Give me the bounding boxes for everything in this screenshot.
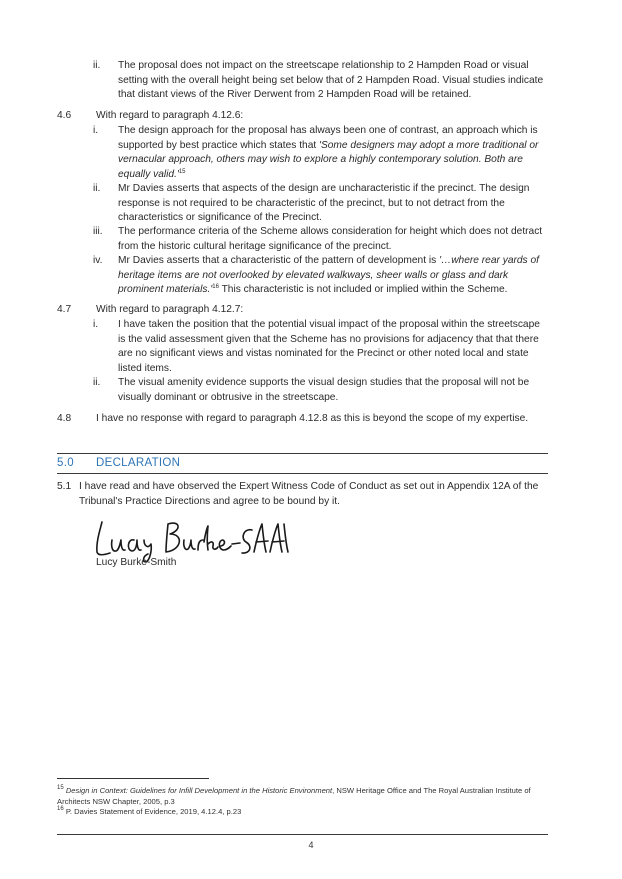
signatory-name: Lucy Burke-Smith <box>96 557 177 568</box>
page-footer-rule <box>57 834 548 835</box>
item-text-pre: The design approach for the proposal has always been one of contrast, an approach which is supported by best practice which states that <box>118 125 538 151</box>
section-rule-top <box>57 453 548 454</box>
para-4-6-item-ii-text: Mr Davies asserts that aspects of the design are uncharacteristic if the precinct. The design response is not required to be characteristic of the precinct, but to not detract from the characteristics or significance of the Precinct. <box>118 183 530 223</box>
item-numeral: iii. <box>93 226 103 237</box>
item-numeral: iv. <box>93 255 103 266</box>
footnote-ref[interactable]: 16 <box>212 284 219 290</box>
para-4-7-number: 4.7 <box>57 304 72 315</box>
para-4-8-number: 4.8 <box>57 413 72 424</box>
footnote-number: 16 <box>57 806 64 812</box>
item-quote: 'Some designers may adopt a more traditional or vernacular approach, others may wish to explore a highly contemporary solution. Both are equally valid.' <box>118 139 539 180</box>
footnote-text: P. Davies Statement of Evidence, 2019, 4.12.4, p.23 <box>65 807 242 816</box>
item-numeral: i. <box>93 125 99 136</box>
para-5-1-text: I have read and have observed the Expert Witness Code of Conduct as set out in Appendix 12A of the Tribunal's Practice Directions and agree to be bound by it. <box>79 481 539 507</box>
item-numeral: i. <box>93 319 99 330</box>
para-4-6-item-iv-text <box>118 254 548 298</box>
item-numeral: ii. <box>93 183 101 194</box>
item-4-5-ii-text: The proposal does not impact on the streetscape relationship to 2 Hampden Road or visual setting with the overall height being set below that of 2 Hampden Road. Visual studies indicate that distant views of the River Derwent from 2 Hampden Road will be retained. <box>118 60 544 100</box>
para-4-7-item-ii-text: The visual amenity evidence supports the visual design studies that the proposal will not be visually dominant or obtrusive in the streetscape. <box>118 377 530 403</box>
section-title: DECLARATION <box>96 457 181 469</box>
para-4-6-intro: With regard to paragraph 4.12.6: <box>96 110 244 121</box>
item-quote: '…where rear yards of heritage items are not overlooked by elevated walkways, sheer walls or glass and dark prominent materials.' <box>118 255 539 295</box>
para-4-7-intro: With regard to paragraph 4.12.7: <box>96 304 244 315</box>
para-4-8-text: I have no response with regard to paragraph 4.12.8 as this is beyond the scope of my expertise. <box>96 413 529 424</box>
item-numeral: ii. <box>93 60 101 71</box>
para-4-6-number: 4.6 <box>57 110 72 121</box>
item-text-post: This characteristic is not included or implied within the Scheme. <box>218 284 508 295</box>
section-number: 5.0 <box>57 457 74 469</box>
para-5-1-number: 5.1 <box>57 481 72 492</box>
footnote-15 <box>57 786 537 807</box>
section-rule-bottom <box>57 473 548 474</box>
item-numeral: ii. <box>93 377 101 388</box>
para-4-7-item-i-text: I have taken the position that the potential visual impact of the proposal within the streetscape is the valid assessment given that the Scheme has no provisions for adjacency that that there are no significant views and vistas nominated for the Precinct or other noted local and state listed items. <box>118 319 540 374</box>
footnote-rule <box>57 778 209 779</box>
footnote-number: 15 <box>57 785 64 791</box>
footnote-title: Design in Context: Guidelines for Infill Development in the Historic Environment <box>65 786 333 795</box>
page-number: 4 <box>308 840 314 850</box>
footnote-16 <box>57 807 537 818</box>
item-text-pre: Mr Davies asserts that a characteristic of the pattern of development is <box>118 255 440 266</box>
para-4-6-item-i-text <box>118 124 548 182</box>
footnote-ref[interactable]: 15 <box>178 168 186 175</box>
footnote-text: , NSW Heritage Office and The Royal Australian Institute of Architects NSW Chapter, 2005, p.3 <box>57 786 531 806</box>
para-4-6-item-iii-text: The performance criteria of the Scheme allows consideration for height which does not detract from the historic cultural heritage significance of the precinct. <box>118 226 543 252</box>
